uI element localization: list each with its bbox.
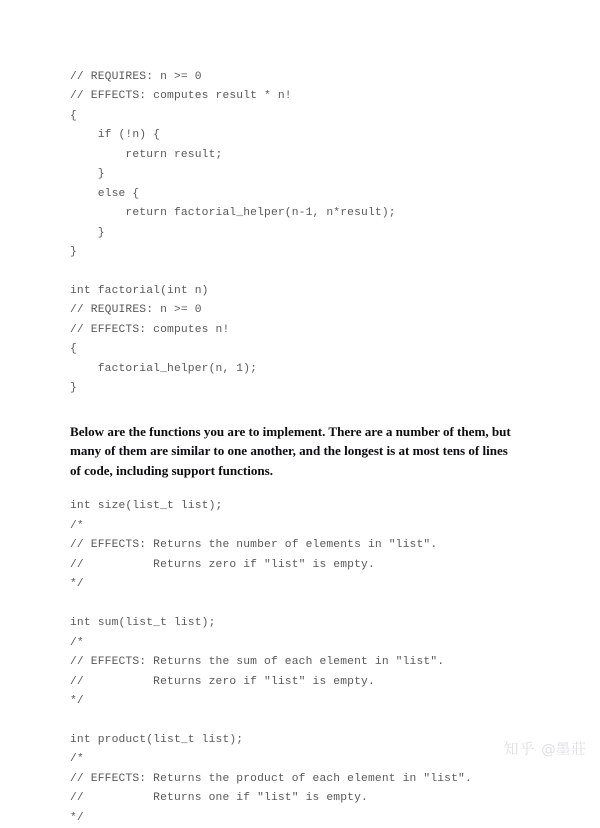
code-block-factorial	[70, 282, 530, 399]
code-line: /*	[70, 753, 84, 766]
document-content	[70, 68, 530, 828]
watermark-at-symbol: @	[541, 742, 556, 758]
instructions-paragraph: Below are the functions you are to implement. There are a number of them, but many of them are similar to one another, and the longest is at most tens of lines of code, including support functions.	[70, 423, 511, 478]
zhihu-watermark	[504, 738, 587, 759]
code-line: */	[70, 694, 84, 707]
code-line: {	[70, 109, 77, 122]
code-line: if (!n) {	[70, 129, 161, 142]
code-block-product	[70, 731, 530, 828]
block-spacer	[70, 595, 530, 614]
code-line: int product(list_t list);	[70, 733, 244, 746]
paragraph-spacer-top	[70, 399, 530, 422]
code-line: // Returns one if "list" is empty.	[70, 792, 368, 805]
code-line: // Returns zero if "list" is empty.	[70, 675, 375, 688]
code-line: // EFFECTS: Returns the sum of each element in "list".	[70, 656, 445, 669]
code-line: // EFFECTS: Returns the product of each element in "list".	[70, 772, 472, 785]
code-line: }	[70, 226, 105, 239]
code-line: int factorial(int n)	[70, 284, 209, 297]
code-line: }	[70, 382, 77, 395]
code-line: return result;	[70, 148, 223, 161]
code-block-sum	[70, 614, 530, 711]
code-line: // EFFECTS: computes n!	[70, 323, 230, 336]
code-line: int size(list_t list);	[70, 500, 223, 513]
watermark-username: 墨莊	[555, 742, 588, 758]
block-spacer	[70, 711, 530, 730]
code-line: /*	[70, 519, 84, 532]
code-line: // EFFECTS: computes result * n!	[70, 90, 292, 103]
watermark-site: 知乎	[504, 742, 536, 758]
code-line: factorial_helper(n, 1);	[70, 362, 258, 375]
code-block-factorial-helper	[70, 68, 530, 263]
code-line: // Returns zero if "list" is empty.	[70, 558, 375, 571]
code-line: /*	[70, 636, 84, 649]
code-line: // EFFECTS: Returns the number of elements in "list".	[70, 539, 438, 552]
code-line: */	[70, 578, 84, 591]
code-line: int sum(list_t list);	[70, 617, 216, 630]
code-line: return factorial_helper(n-1, n*result);	[70, 207, 396, 220]
paragraph-spacer-bottom	[70, 480, 530, 497]
code-block-size	[70, 497, 530, 594]
code-line: }	[70, 168, 105, 181]
block-spacer	[70, 263, 530, 282]
code-line: // REQUIRES: n >= 0	[70, 71, 202, 83]
code-line: // REQUIRES: n >= 0	[70, 304, 202, 317]
code-line: */	[70, 811, 84, 824]
code-line: {	[70, 343, 77, 356]
code-line: }	[70, 246, 77, 259]
code-line: else {	[70, 187, 140, 200]
